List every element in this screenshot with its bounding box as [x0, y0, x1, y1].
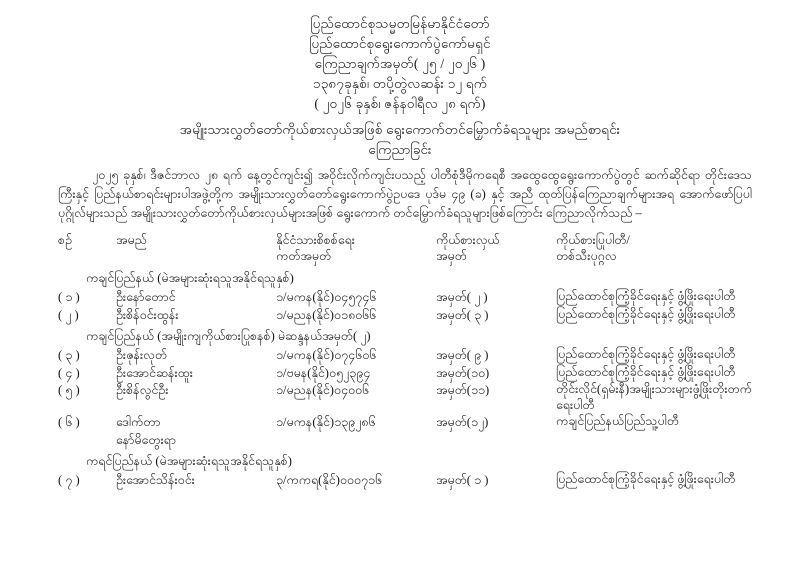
row-rep: အမှတ်( ၂ ) — [436, 290, 488, 304]
row-name: ဦးစိန်လွင်ဦး — [116, 383, 169, 397]
table-header — [58, 231, 756, 265]
row-no: ( ၄ ) — [58, 365, 80, 380]
table-row — [58, 414, 756, 431]
column-header-no-line2 — [58, 247, 116, 265]
column-header-name-line2 — [116, 247, 276, 265]
row-no: ( ၁ ) — [58, 290, 80, 304]
table-row — [58, 347, 756, 364]
row-no: ( ၆ ) — [58, 415, 80, 429]
date-myanmar-era: ၁၃၈၇ခုနှစ်၊ တပို့တွဲလဆန်း ၁၂ ရက် — [312, 76, 488, 91]
table-row — [58, 382, 756, 413]
row-no: ( ၂ ) — [58, 307, 79, 322]
document-subtitle: ကြေညာခြင်း — [368, 142, 432, 157]
header-line-1: ပြည်ထောင်စုသမ္မတမြန်မာနိုင်ငံတော် — [310, 16, 490, 31]
column-header-rep-line2: အမှတ် — [436, 249, 467, 263]
row-name-line1: ဒေါက်တာ — [116, 415, 161, 429]
row-party: တိုင်းလိုင်(ရှမ်းနီ)အမျိုးသားများဖွံ့ဖြိုးတိုးတက်ရေးပါတီ — [556, 382, 752, 412]
announcement-number: ကြေညာချက်အမှတ်( ၂၅ / ၂၀၂၆ ) — [314, 56, 486, 71]
column-header-name: အမည် — [116, 233, 147, 247]
column-header-party-line2: တစ်သီးပုဂ္ဂလ — [556, 249, 617, 263]
paragraph-text: ၂၀၂၅ ခုနှစ်၊ ဒီဇင်ဘာလ ၂၈ ရက် နေ့တွင်ကျင်း၍ အဝိုင်းလိုက်ကျင်းပသည့် ပါတီစုံဒီမိုကရေစီ အထွေထွေရွေးကောက်ပွဲတွင် ဆက်ဆိုင်ရာ တိုင်းဒေသကြီးနှင့် ပြည်နယ်စာရင်းများပါအဖွဲ့တို့က အမျိုးသားလွှတ်တော်ရွေးကောက်ပွဲဥပဒေ ပုဒ်မ ၄၉ (ခ) နှင့် အညီ ထုတ်ပြန်ကြေညာချက်များအရ အောက်ဖော်ပြပါ ပုဂ္ဂိုလ်များသည် အမျိုးသားလွှတ်တော်ကိုယ်စားလှယ်များအဖြစ် ရွေးကောက် တင်မြှောက်ခံရသူများဖြစ်ကြောင်း ကြေညာလိုက်သည် – — [58, 168, 752, 220]
row-party: ပြည်ထောင်စုကြံ့ခိုင်ရေးနှင့် ဖွံ့ဖြိုးရေးပါတီ — [556, 347, 736, 361]
section-title: ကချင်ပြည်နယ် (အမျိုးကျကိုယ်စားပြုစနစ်) မဲဆန္ဒနယ်အမှတ်( ၂) — [86, 329, 371, 343]
column-header-party: ကိုယ်စားပြုပါတီ/ — [556, 233, 630, 247]
row-name: ဦးဇုန်းလုတ် — [116, 348, 168, 362]
row-nrc: ၁/မကန(နိုင်)၁၃၉၂၈၆ — [276, 415, 376, 429]
row-rep: အမှတ်(၁၁) — [436, 383, 490, 397]
row-nrc: ၁/ဗမန(နိုင်)၀၅၂၃၉၄ — [276, 365, 371, 380]
section-title: ကချင်ပြည်နယ် (မဲအများဆုံးရသူအနိုင်ရသူနှစ်) — [86, 271, 294, 285]
row-party: ပြည်ထောင်စုကြံ့ခိုင်ရေးနှင့် ဖွံ့ဖြိုးရေးပါတီ — [556, 289, 736, 303]
row-rep: အမှတ်(၁၂) — [436, 415, 489, 429]
header-line-2: ပြည်ထောင်စုရွေးကောက်ပွဲကော်မရှင် — [309, 36, 491, 51]
row-rep: အမှတ်( ၉ ) — [436, 348, 489, 362]
row-nrc: ၁/မညန(နိုင်)၀၁၈၀၆၆ — [276, 307, 377, 322]
row-nrc: ၁/မကန(နိုင်)၀၄၅၇၄၆ — [276, 290, 377, 304]
column-header-nrc: နိုင်ငံသားစိစစ်ရေး — [276, 233, 355, 247]
row-party: ပြည်ထောင်စုကြံ့ခိုင်ရေးနှင့် ဖွံ့ဖြိုးရေးပါတီ — [556, 364, 736, 379]
column-header-no: စဉ် — [58, 233, 72, 247]
row-no: ( ၃ ) — [58, 348, 80, 362]
results-table — [0, 231, 800, 488]
date-gregorian: ( ၂၀၂၆ ခုနှစ်၊ ဇန်နဝါရီလ ၂၈ ရက်) — [314, 96, 486, 111]
column-header-rep: ကိုယ်စားလှယ် — [436, 233, 500, 247]
row-nrc: ၁/မကန(နိုင်)၀၇၄၆၀၆ — [276, 348, 377, 362]
row-name: ဦးအောင်ဆန်းထူး — [116, 365, 193, 380]
table-row — [58, 365, 756, 382]
row-name-line2: နော်မိတွေးရာ — [116, 432, 176, 447]
intro-paragraph — [58, 166, 752, 223]
row-party: ပြည်ထောင်စုကြံ့ခိုင်ရေးနှင့် ဖွံ့ဖြိုးရေးပါတီ — [556, 471, 736, 486]
row-nrc: ၁/မညန(နိုင်)၀၄၀၀၆ — [276, 383, 370, 397]
column-header-nrc-line2: ကတ်အမှတ် — [276, 249, 332, 263]
row-name: ဦးနော်တောင် — [116, 290, 176, 304]
row-name: ဦးစိန်ဝင်းထွန်း — [116, 307, 179, 322]
row-no: ( ၇ ) — [58, 472, 80, 487]
table-row — [58, 289, 756, 306]
row-name: ဦးအောင်သိန်းဝင်း — [116, 472, 195, 487]
row-rep: အမှတ်( ၃ ) — [436, 307, 489, 322]
row-rep: အမှတ်( ၁ ) — [436, 472, 489, 487]
row-rep: အမှတ်(၁၀) — [436, 365, 490, 380]
row-party: ပြည်ထောင်စုကြံ့ခိုင်ရေးနှင့် ဖွံ့ဖြိုးရေးပါတီ — [556, 306, 736, 321]
document-header — [0, 14, 800, 160]
document-title: အမျိုးသားလွှတ်တော်ကိုယ်စားလှယ်အဖြစ် ရွေးကောက်တင်မြှောက်ခံရသူများ အမည်စာရင်း — [179, 122, 621, 137]
row-no: ( ၅ ) — [58, 383, 80, 397]
row-name — [116, 414, 276, 431]
table-row — [58, 472, 756, 489]
section-title: ကရင်ပြည်နယ် (မဲအများဆုံးရသူအနိုင်ရသူနှစ်) — [86, 453, 292, 468]
table-row — [58, 307, 756, 324]
row-nrc: ၃/ကကရ(နိုင်)၀၀၀၇၁၆ — [276, 472, 383, 487]
row-party: ကချင်ပြည်နယ်ပြည်သူ့ပါတီ — [556, 414, 679, 428]
document-page — [0, 14, 800, 564]
